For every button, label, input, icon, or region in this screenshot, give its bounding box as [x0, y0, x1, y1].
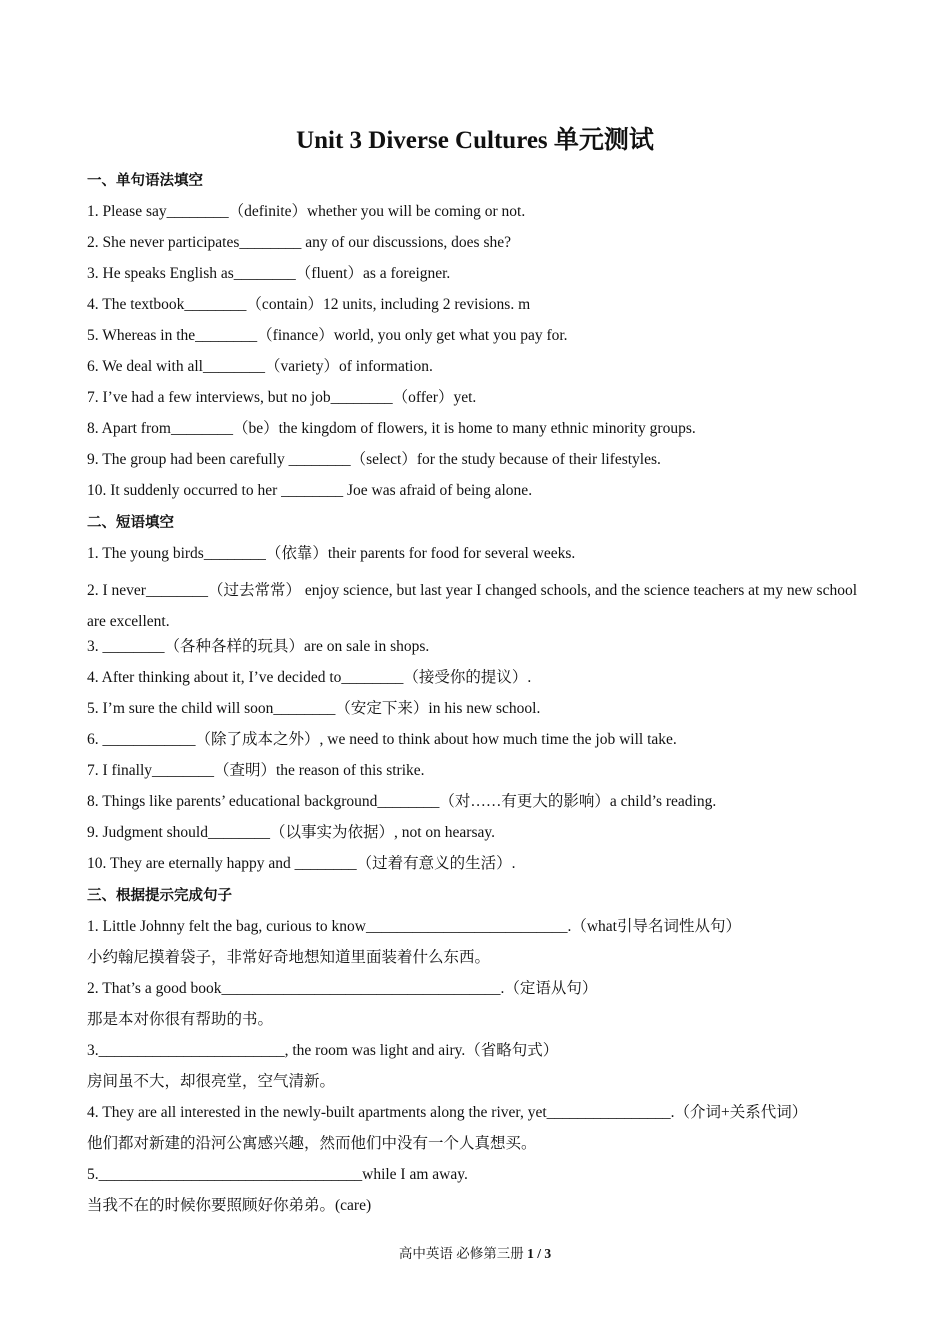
question-item: 8. Apart from________（be）the kingdom of flowers, it is home to many ethnic minority groups.	[87, 420, 696, 437]
footer-book: 高中英语 必修第三册	[398, 1246, 524, 1261]
question-item: 8. Things like parents’ educational background________（对……有更大的影响）a child’s reading.	[87, 793, 717, 810]
question-item: 9. Judgment should________（以事实为依据）, not on hearsay.	[87, 824, 495, 841]
question-item: 10. It suddenly occurred to her ________ Joe was afraid of being alone.	[87, 482, 533, 499]
section-heading: 一、单句语法填空	[87, 173, 203, 189]
question-item: 6. ____________（除了成本之外）, we need to think about how much time the job will take.	[87, 731, 677, 748]
question-item: 9. The group had been carefully ________（select）for the study because of their lifestyles.	[87, 451, 661, 468]
translation-line: 当我不在的时候你要照顾好你弟弟。(care)	[87, 1197, 372, 1214]
question-item: 10. They are eternally happy and ________（过着有意义的生活）.	[87, 855, 516, 872]
section-heading: 二、短语填空	[87, 515, 174, 531]
question-item: 5.__________________________________while I am away.	[87, 1166, 468, 1183]
translation-line: 那是本对你很有帮助的书。	[87, 1011, 274, 1028]
question-item: 3.________________________, the room was light and airy.（省略句式）	[87, 1042, 559, 1059]
question-item: 5. Whereas in the________（finance）world, you only get what you pay for.	[87, 327, 568, 344]
translation-line: 小约翰尼摸着袋子，非常好奇地想知道里面装着什么东西。	[87, 949, 491, 966]
translation-line: 房间虽不大，却很亮堂，空气清新。	[87, 1073, 336, 1090]
question-item: 2. I never________（过去常常） enjoy science, but last year I changed schools, and the science teachers at my new school are excellent.	[87, 582, 858, 630]
question-item: 7. I finally________（查明）the reason of this strike.	[87, 762, 425, 779]
question-item: 6. We deal with all________（variety）of information.	[87, 358, 433, 375]
question-item: 4. They are all interested in the newly-built apartments along the river, yet________________.（介词+关系代词）	[87, 1104, 808, 1121]
translation-line: 他们都对新建的沿河公寓感兴趣，然而他们中没有一个人真想买。	[87, 1135, 537, 1152]
page-number: 1 / 3	[527, 1246, 552, 1261]
question-item: 7. I’ve had a few interviews, but no job________（offer）yet.	[87, 389, 477, 406]
question-item: 1. Please say________（definite）whether you will be coming or not.	[87, 203, 526, 220]
section-heading: 三、根据提示完成句子	[87, 888, 232, 904]
page-footer	[0, 1244, 950, 1264]
question-item: 4. After thinking about it, I’ve decided to________（接受你的提议）.	[87, 669, 532, 686]
question-item: 3. He speaks English as________（fluent）as a foreigner.	[87, 265, 451, 282]
question-item: 2. She never participates________ any of our discussions, does she?	[87, 234, 512, 251]
question-item: 1. The young birds________（依靠）their parents for food for several weeks.	[87, 545, 576, 562]
question-item: 3. ________（各种各样的玩具）are on sale in shops.	[87, 638, 430, 655]
question-item: 2. That’s a good book____________________________________.（定语从句）	[87, 980, 598, 997]
question-item: 5. I’m sure the child will soon________（安定下来）in his new school.	[87, 700, 541, 717]
page-title: Unit 3 Diverse Cultures 单元测试	[296, 127, 654, 154]
question-item: 1. Little Johnny felt the bag, curious to know__________________________.（what引导名词性从句）	[87, 918, 741, 935]
question-item: 4. The textbook________（contain）12 units, including 2 revisions. m	[87, 296, 531, 313]
